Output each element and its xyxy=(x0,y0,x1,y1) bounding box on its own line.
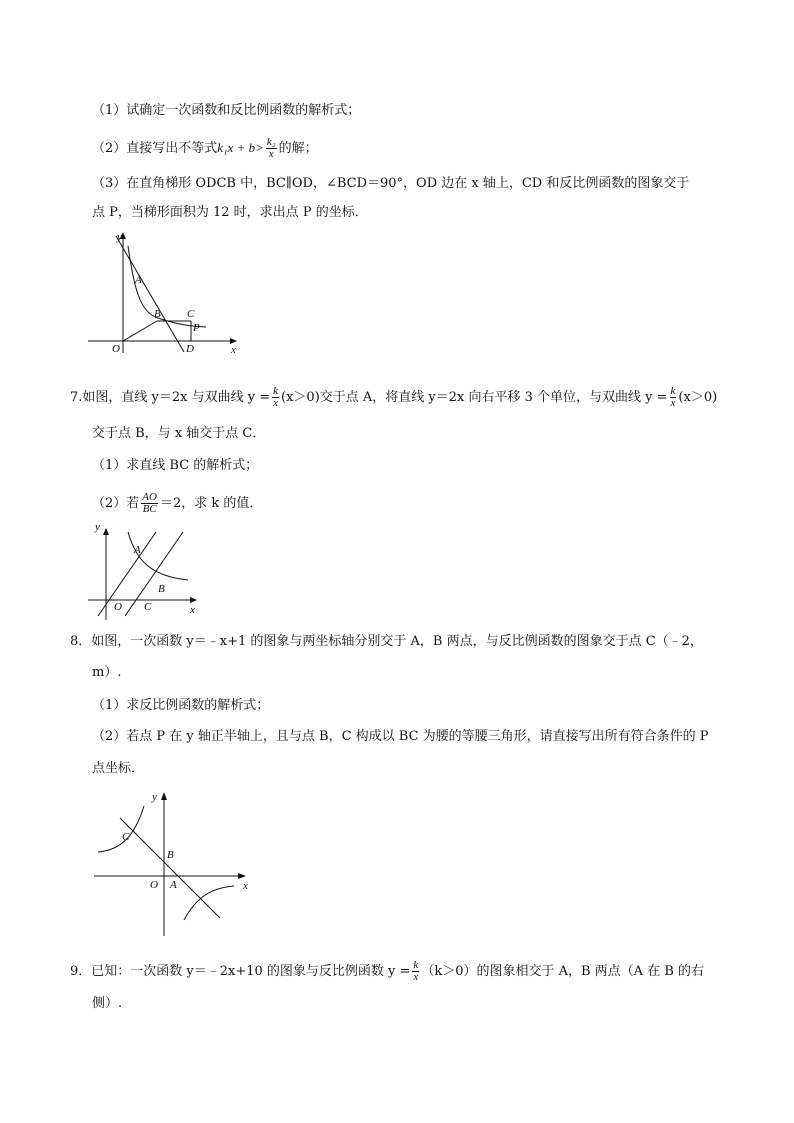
q7-label-c: C xyxy=(144,601,152,613)
q7-fraction-1 xyxy=(272,386,279,409)
q9-line1 xyxy=(70,960,704,983)
q6-figure xyxy=(88,228,248,360)
q6-part2 xyxy=(92,137,318,160)
q8-label-c: C xyxy=(122,831,130,843)
q6-fraction-numerator: k₂ xyxy=(266,136,276,148)
q7-label-y: y xyxy=(95,521,100,533)
q7-fraction-2-denominator: x xyxy=(670,397,676,409)
q7-fraction-1-numerator: k xyxy=(273,385,279,397)
q8-label-y: y xyxy=(152,791,157,803)
q7-fraction-2-numerator: k xyxy=(670,385,676,397)
q8-part2-line2: 点坐标． xyxy=(92,761,145,776)
q6-part3-line2: 点 P，当梯形面积为 12 时，求出点 P 的坐标． xyxy=(92,205,368,220)
q6-fraction-denominator: x xyxy=(268,148,274,160)
q7-part2-suffix: ＝2，求 k 的值． xyxy=(159,496,263,511)
q8-y-arrow xyxy=(161,792,167,800)
q9-line1-b: （k＞0）的图象相交于 A，B 两点（A 在 B 的右 xyxy=(421,964,705,979)
q6-label-o: O xyxy=(112,343,120,355)
q6-part2-suffix: 的解； xyxy=(278,141,318,156)
q6-label-y: y xyxy=(117,231,122,243)
q9-fraction-denominator: x xyxy=(413,971,419,983)
q8-label-b: B xyxy=(167,849,174,861)
q7-part1: （1）求直线 BC 的解析式； xyxy=(92,458,259,473)
q7-hyperbola xyxy=(128,532,188,580)
q8-line-ab xyxy=(120,818,220,918)
q7-ratio-denominator: BC xyxy=(142,503,157,515)
q7-line1-c: (x＞0) xyxy=(678,390,718,405)
q8-line2: m）. xyxy=(92,665,122,680)
q6-part3-line1: （3）在直角梯形 ODCB 中，BC∥OD，∠BCD＝90°，OD 边在 x 轴上，CD 和反比例函数的图象交于 xyxy=(92,176,690,191)
q7-label-o: O xyxy=(114,601,122,613)
q9-fraction-numerator: k xyxy=(413,959,419,971)
q9-line2: 侧）. xyxy=(92,996,123,1011)
q6-inequality-left: k₁x + b> xyxy=(217,140,264,155)
q8-x-arrow xyxy=(238,873,246,879)
q8-label-x: x xyxy=(243,880,248,892)
q6-label-c: C xyxy=(187,308,195,320)
q6-line-ab xyxy=(116,236,184,352)
q8-label-o: O xyxy=(150,879,158,891)
q7-ratio-numerator: AO xyxy=(142,491,157,503)
q7-figure xyxy=(88,520,208,620)
q7-y-arrow xyxy=(103,528,109,535)
q7-fraction-2 xyxy=(670,386,677,409)
q8-hyperbola-upper xyxy=(98,806,144,852)
q7-line2: 交于点 B，与 x 轴交于点 C． xyxy=(92,426,266,441)
q6-part1: （1）试确定一次函数和反比例函数的解析式； xyxy=(92,103,361,118)
q6-segment-ob xyxy=(123,321,157,341)
q7-x-arrow xyxy=(190,597,197,603)
q6-fraction xyxy=(266,137,277,160)
q6-label-b: B xyxy=(154,308,161,320)
q8-hyperbola-lower xyxy=(184,886,234,920)
q6-label-p: P xyxy=(193,322,200,334)
q7-part2 xyxy=(92,492,262,515)
q6-label-a: A xyxy=(135,274,142,286)
q7-label-a: A xyxy=(134,544,141,556)
q8-label-a: A xyxy=(170,879,177,891)
q7-line1-b: (x＞0)交于点 A，将直线 y＝2x 向右平移 3 个单位，与双曲线 y = xyxy=(281,390,668,405)
q8-figure xyxy=(92,788,254,938)
q8-line1: 8．如图，一次函数 y＝﹣x+1 的图象与两坐标轴分别交于 A，B 两点，与反比例函数的图象交于点 C（﹣2， xyxy=(70,634,703,649)
q6-label-d: D xyxy=(186,343,194,355)
q8-part1: （1）求反比例函数的解析式； xyxy=(92,698,270,713)
q8-part2-line1: （2）若点 P 在 y 轴正半轴上，且与点 B，C 构成以 BC 为腰的等腰三角形，请直接写出所有符合条件的 P xyxy=(92,729,709,744)
q9-line1-a: 9．已知：一次函数 y＝﹣2x+10 的图象与反比例函数 y = xyxy=(70,964,411,979)
q7-label-x: x xyxy=(190,604,195,616)
q7-ratio-fraction xyxy=(141,492,158,515)
q7-line1 xyxy=(70,386,717,409)
q7-part2-prefix: （2）若 xyxy=(92,496,140,511)
q7-line1-a: 7.如图，直线 y＝2x 与双曲线 y = xyxy=(70,390,271,405)
q7-fraction-1-denominator: x xyxy=(273,397,279,409)
q6-part2-prefix: （2）直接写出不等式 xyxy=(92,141,218,156)
q6-label-x: x xyxy=(231,344,236,356)
q9-fraction xyxy=(412,960,419,983)
q7-label-b: B xyxy=(158,583,165,595)
